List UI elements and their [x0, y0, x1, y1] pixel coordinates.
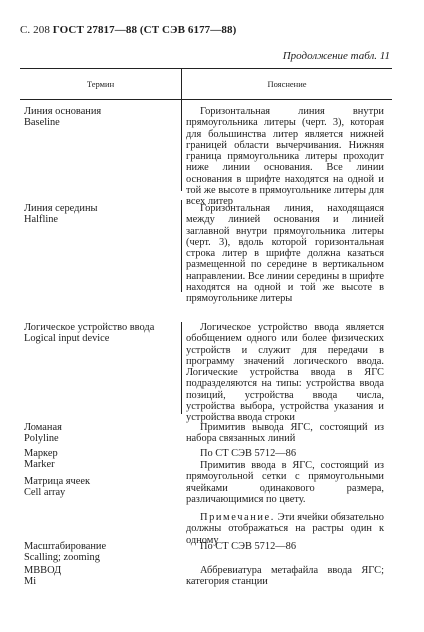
- page-number: С. 208: [20, 24, 50, 36]
- note-text: Эти ячейки обязательно должны отображаться на растры один к одному: [186, 512, 384, 546]
- explanation-text: Горизонтальная линия, находящаяся между линией основания и линией заглавной внутри прямоугольника литеры (черт. 3), вдоль которой горизонтальная строка литер в шрифте должна казаться размещенной по середине в вертикальном направлении. Все линии середины в шрифте находятся на одной и той же высоте в прямоугольнике литеры: [186, 203, 384, 305]
- explanation-text: По СТ СЭВ 5712—86: [200, 448, 297, 459]
- term-ru: Линия основания: [24, 106, 102, 117]
- column-header-explanation: Пояснение: [267, 79, 307, 89]
- explanation-text: По СТ СЭВ 5712—86: [200, 541, 297, 552]
- table-row-explanation: [186, 541, 384, 552]
- table-row-term: [24, 322, 184, 345]
- explanation-text: Горизонтальная линия внутри прямоугольника литеры (черт. 3), которая для большинства литер является нижней границей области вычерчивания. Нижняя граница прямоугольника литеры проходит ниже линии основания. Все линии основания в шрифте находятся на одной и той же высоте в прямоугольнике литеры для всех литер: [186, 106, 384, 208]
- term-en: Scalling; zooming: [24, 552, 100, 564]
- explanation-text: Логическое устройство ввода является обобщением одного или более физических устройств и служит для передачи в программу значений логического ввода. Логические устройства ввода в ЯГС подразделяются на типы: устройства ввода позиций, устройства ввода числа, устройства выбора, устройства указания и устройства ввода строки: [186, 322, 384, 424]
- term-en: Marker: [24, 459, 55, 471]
- table-row-explanation: [186, 322, 384, 424]
- table-row-explanation: [186, 460, 384, 546]
- term-en: Mi: [24, 576, 37, 588]
- term-ru: Матрица ячеек: [24, 476, 91, 487]
- term-en: Logical input device: [24, 333, 110, 345]
- term-ru: Маркер: [24, 448, 58, 459]
- note-label: Примечание.: [200, 512, 275, 524]
- table-row-term: [24, 476, 184, 499]
- table-row-term: [24, 106, 184, 129]
- term-ru: Ломаная: [24, 422, 62, 433]
- term-en: Halfline: [24, 214, 59, 226]
- standard-title: ГОСТ 27817—88 (СТ СЭВ 6177—88): [52, 24, 237, 36]
- explanation-text: Примитив вывода ЯГС, состоящий из набора связанных линий: [186, 422, 384, 445]
- table-row-explanation: [186, 565, 384, 588]
- table-row-explanation: [186, 422, 384, 445]
- term-en: Baseline: [24, 117, 60, 129]
- table-row-explanation: [186, 203, 384, 305]
- term-ru: Логическое устройство ввода: [24, 322, 155, 333]
- table-continuation-label: Продолжение табл. 11: [282, 50, 390, 62]
- term-en: Polyline: [24, 433, 59, 445]
- table-row-term: [24, 541, 184, 564]
- page-header: [20, 24, 236, 36]
- term-ru: МВВОД: [24, 565, 62, 576]
- table-row-term: [24, 203, 184, 226]
- table-top-rule: [20, 68, 392, 69]
- term-ru: Масштабирование: [24, 541, 107, 552]
- table-row-term: [24, 448, 184, 471]
- explanation-text: Аббревиатура метафайла ввода ЯГС; категория станции: [186, 565, 384, 588]
- term-ru: Линия середины: [24, 203, 98, 214]
- explanation-text: Примитив ввода в ЯГС, состоящий из прямоугольной сетки с прямоугольными ячейками одинакового размера, различающимися по цвету.: [186, 460, 384, 505]
- table-row-term: [24, 422, 184, 445]
- table-row-explanation: [186, 106, 384, 208]
- table-row-term: [24, 565, 184, 588]
- table-row-explanation: [186, 448, 384, 459]
- table-header-rule: [20, 99, 392, 100]
- column-header-term: Термин: [86, 79, 115, 89]
- term-en: Cell array: [24, 487, 66, 499]
